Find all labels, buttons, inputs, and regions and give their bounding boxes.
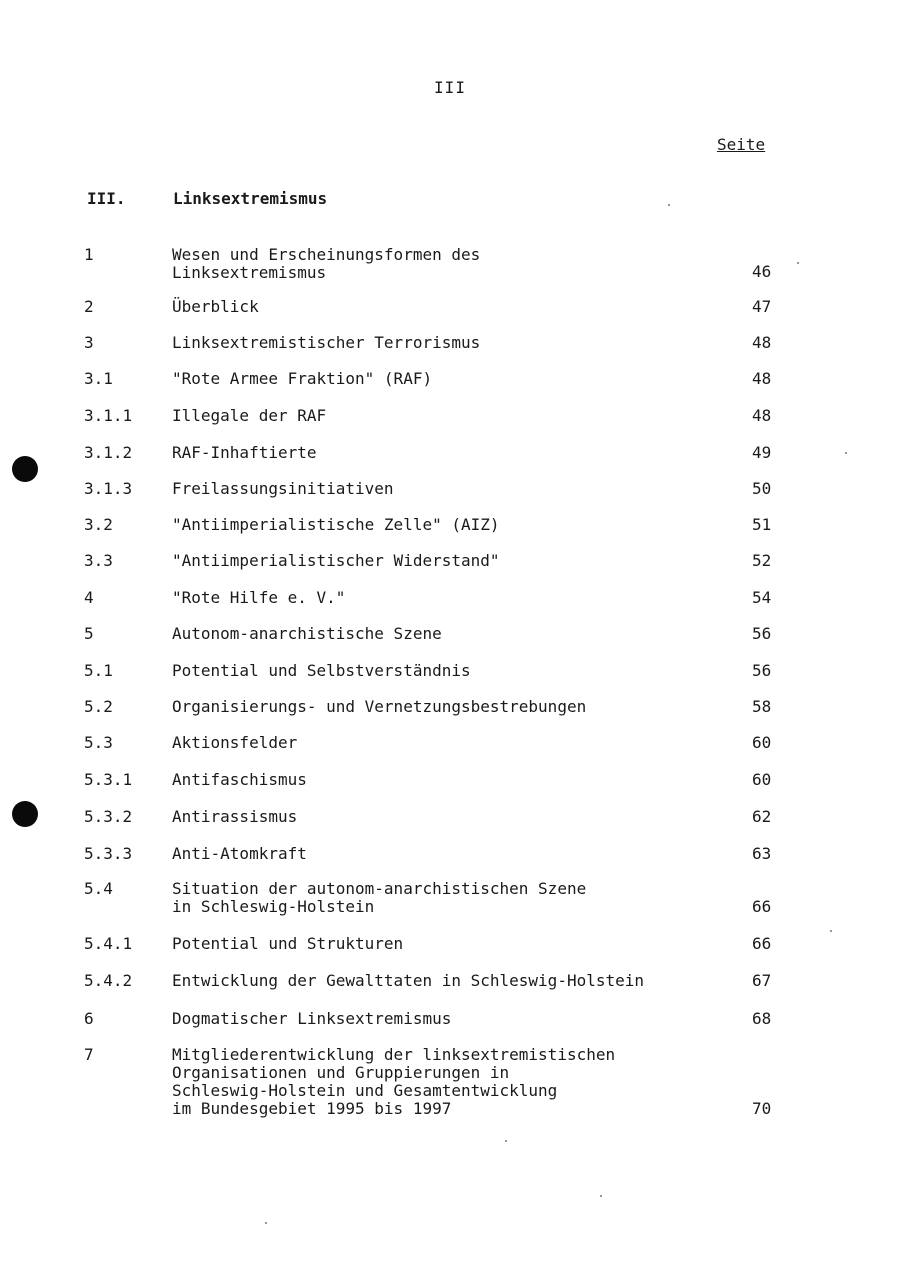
- toc-entry-number: 5: [84, 624, 94, 643]
- toc-entry-page: 63: [752, 844, 772, 863]
- toc-entry-number: 5.2: [84, 697, 113, 716]
- toc-entry-title: Situation der autonom-anarchistischen Szene in Schleswig-Holstein: [172, 879, 587, 916]
- toc-entry-title: Antirassismus: [172, 807, 298, 826]
- toc-entry-number: 5.4: [84, 879, 113, 898]
- toc-entry-title: RAF-Inhaftierte: [172, 443, 317, 462]
- toc-entry-title: "Antiimperialistischer Widerstand": [172, 551, 500, 570]
- toc-entry-title: Aktionsfelder: [172, 733, 298, 752]
- toc-entry-title: Dogmatischer Linksextremismus: [172, 1009, 452, 1028]
- scan-speck: [845, 452, 847, 454]
- toc-entry-number: 5.3.1: [84, 770, 133, 789]
- toc-entry-number: 5.3: [84, 733, 113, 752]
- toc-entry-title: Linksextremistischer Terrorismus: [172, 333, 481, 352]
- punch-hole-upper: [12, 456, 38, 482]
- toc-entry-page: 49: [752, 443, 772, 462]
- toc-entry-number: 2: [84, 297, 94, 316]
- toc-entry-page: 56: [752, 624, 772, 643]
- toc-entry-page: 70: [752, 1099, 772, 1118]
- scan-speck: [830, 930, 832, 932]
- punch-hole-lower: [12, 801, 38, 827]
- toc-entry-page: 58: [752, 697, 772, 716]
- toc-entry-title: "Antiimperialistische Zelle" (AIZ): [172, 515, 500, 534]
- toc-entry-number: 5.4.2: [84, 971, 133, 990]
- scan-speck: [265, 1222, 267, 1224]
- toc-entry-title: Freilassungsinitiativen: [172, 479, 394, 498]
- toc-entry-page: 52: [752, 551, 772, 570]
- toc-entry-page: 66: [752, 897, 772, 916]
- toc-entry-page: 60: [752, 770, 772, 789]
- seite-column-label: Seite: [717, 135, 766, 154]
- toc-entry-number: 5.4.1: [84, 934, 133, 953]
- toc-entry-number: 5.1: [84, 661, 113, 680]
- toc-entry-number: 3.1.1: [84, 406, 133, 425]
- toc-entry-page: 48: [752, 406, 772, 425]
- toc-entry-title: Überblick: [172, 297, 259, 316]
- toc-entry-page: 47: [752, 297, 772, 316]
- toc-entry-page: 50: [752, 479, 772, 498]
- toc-entry-title: Mitgliederentwicklung der linksextremistischen Organisationen und Gruppierungen in Schleswig-Holstein und Gesamtentwicklung im Bundesgebiet 1995 bis 1997: [172, 1045, 616, 1118]
- toc-entry-number: 6: [84, 1009, 94, 1028]
- section-number: III.: [87, 189, 126, 208]
- toc-entry-page: 46: [752, 262, 772, 281]
- toc-entry-title: Antifaschismus: [172, 770, 307, 789]
- scan-speck: [600, 1195, 602, 1197]
- toc-entry-title: Wesen und Erscheinungsformen des Linksextremismus: [172, 245, 481, 282]
- toc-entry-page: 60: [752, 733, 772, 752]
- toc-entry-page: 48: [752, 333, 772, 352]
- toc-entry-page: 56: [752, 661, 772, 680]
- toc-entry-number: 5.3.2: [84, 807, 133, 826]
- toc-entry-page: 51: [752, 515, 772, 534]
- toc-entry-title: Potential und Strukturen: [172, 934, 404, 953]
- toc-entry-number: 3.1.3: [84, 479, 133, 498]
- toc-entry-number: 3: [84, 333, 94, 352]
- toc-entry-page: 62: [752, 807, 772, 826]
- toc-entry-title: "Rote Armee Fraktion" (RAF): [172, 369, 433, 388]
- toc-entry-number: 5.3.3: [84, 844, 133, 863]
- toc-entry-number: 7: [84, 1045, 94, 1064]
- toc-entry-page: 54: [752, 588, 772, 607]
- scan-speck: [505, 1140, 507, 1142]
- toc-entry-page: 48: [752, 369, 772, 388]
- toc-entry-number: 3.3: [84, 551, 113, 570]
- scan-speck: [797, 262, 799, 264]
- scan-speck: [668, 204, 670, 206]
- toc-entry-page: 66: [752, 934, 772, 953]
- toc-entry-number: 3.1: [84, 369, 113, 388]
- toc-entry-title: Potential und Selbstverständnis: [172, 661, 471, 680]
- section-title: Linksextremismus: [173, 189, 328, 208]
- toc-entry-title: Organisierungs- und Vernetzungsbestrebungen: [172, 697, 587, 716]
- toc-entry-number: 3.2: [84, 515, 113, 534]
- toc-entry-title: Entwicklung der Gewalttaten in Schleswig-Holstein: [172, 971, 645, 990]
- toc-entry-page: 67: [752, 971, 772, 990]
- toc-entry-number: 4: [84, 588, 94, 607]
- toc-entry-number: 3.1.2: [84, 443, 133, 462]
- toc-entry-number: 1: [84, 245, 94, 264]
- page-number: III: [434, 78, 466, 97]
- toc-entry-page: 68: [752, 1009, 772, 1028]
- toc-entry-title: Anti-Atomkraft: [172, 844, 307, 863]
- toc-entry-title: Autonom-anarchistische Szene: [172, 624, 442, 643]
- toc-entry-title: Illegale der RAF: [172, 406, 327, 425]
- toc-entry-title: "Rote Hilfe e. V.": [172, 588, 346, 607]
